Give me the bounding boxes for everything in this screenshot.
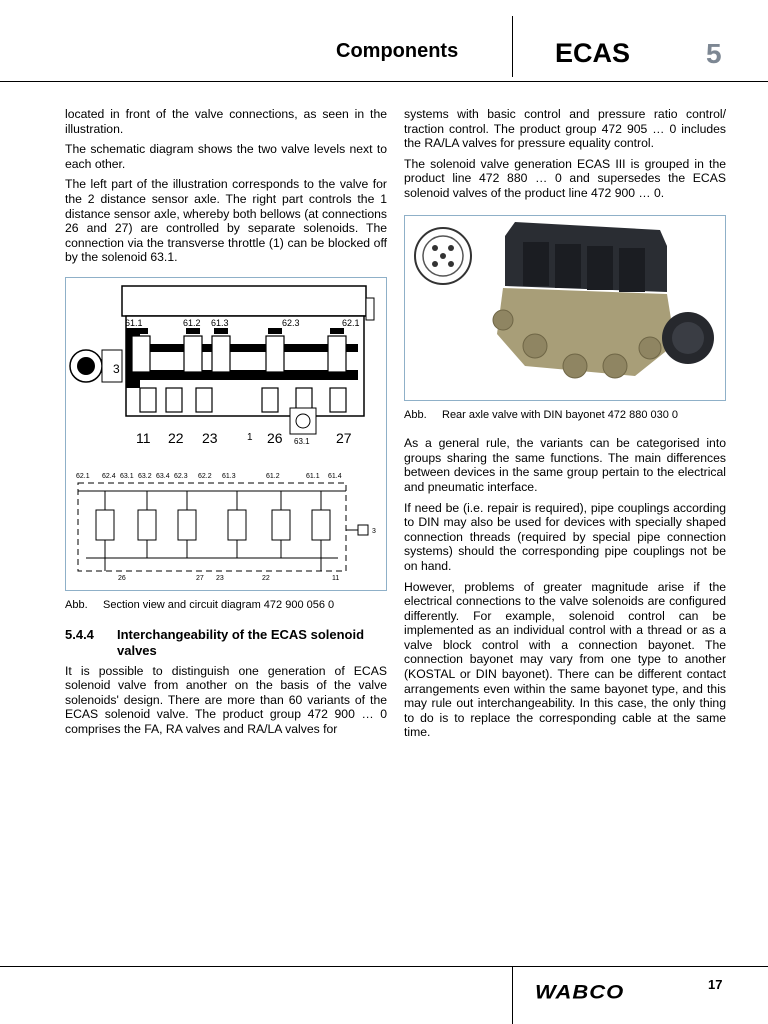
header-product-title: ECAS: [555, 38, 631, 68]
circuit-label: 61.1: [306, 472, 320, 480]
circuit-label: 61.3: [222, 472, 236, 480]
paragraph: The solenoid valve generation ECAS III is grouped in the product line 472 880 … 0 and supersedes the ECAS solenoid valves of the product line 472 900 … 0.: [404, 156, 726, 200]
caption-text: Section view and circuit diagram 472 900 056 0: [103, 598, 335, 611]
port-label: 1: [247, 431, 253, 443]
header-section-title: Components: [336, 40, 459, 62]
page-number: 17: [708, 977, 723, 992]
section-label: 61.3: [211, 317, 229, 328]
port-label: 22: [168, 429, 184, 446]
paragraph: located in front of the valve connections, as seen in the illustration.: [65, 107, 387, 136]
section-label: 61.2: [183, 317, 201, 328]
circuit-side-label: 3: [372, 527, 376, 535]
paragraph: The left part of the illustration corresponds to the valve for the 2 distance sensor axle. The right part controls the 1 distance sensor axle, whereby both bellows (at connections 26 and 27) are controlled by separate solenoids. The connection via the transverse throttle (1) can be blocked off by the solenoid 63.1.: [65, 177, 387, 265]
valve-photo: [405, 216, 725, 400]
section-title: Interchangeability of the ECAS solenoid valves: [117, 626, 365, 658]
circuit-label: 63.2: [138, 472, 152, 480]
section-label: 62.1: [342, 317, 360, 328]
caption-abbreviation: Abb.: [404, 408, 427, 421]
section-label: 61.1: [125, 317, 143, 328]
wabco-logo: [535, 978, 647, 1004]
figure-caption: [404, 408, 726, 423]
port-label: 11: [136, 429, 151, 446]
circuit-label: 61.2: [266, 472, 280, 480]
paragraph: However, problems of greater magnitude arise if the electrical connections to the valve solenoids are configured differently. For example, solenoid control can be implemented as an individual control with a thread or as a valve block control with a connection bayonet. The connection bayonet may vary from one type to another (KOSTAL or DIN bayonet). There can be different contact arrangements even within the same bayonet type, and this may rule out interchangeability. In this case, the only thing to do is to replace the corresponding cable at the same time.: [404, 579, 726, 740]
paragraph: As a general rule, the variants can be categorised into groups sharing the same functions. The main differences between devices in the same group pertain to the electrical and pneumatic interface.: [404, 436, 726, 494]
paragraph: systems with basic control and pressure ratio control/ traction control. The product group 472 905 … 0 includes the RA/LA valves for pressure equality control.: [404, 107, 726, 151]
header-chapter-number: 5: [706, 38, 722, 69]
footer-rule: [0, 966, 768, 967]
circuit-label: 62.3: [174, 472, 188, 480]
valve-diagram: [66, 278, 386, 590]
section-view-figure: [65, 277, 387, 591]
port-label: 63.1: [294, 436, 310, 446]
port-label: 27: [336, 429, 352, 446]
caption-text: Rear axle valve with DIN bayonet 472 880 030 0: [442, 408, 679, 421]
circuit-label: 62.1: [76, 472, 90, 480]
circuit-label: 63.4: [156, 472, 170, 480]
valve-photo-figure: [404, 215, 726, 401]
port-label: 23: [202, 429, 218, 446]
circuit-port-label: 22: [262, 574, 270, 582]
logo-text: WABCO: [535, 981, 625, 1004]
port-label: 26: [267, 429, 283, 446]
circuit-port-label: 11: [332, 574, 340, 582]
header-rule: [0, 81, 768, 82]
circuit-label: 62.4: [102, 472, 116, 480]
paragraph: The schematic diagram shows the two valve levels next to each other.: [65, 142, 387, 171]
left-column: [65, 107, 387, 743]
figure-caption: [65, 598, 387, 613]
circuit-label: 63.1: [120, 472, 134, 480]
section-number: 5.4.4: [65, 626, 94, 642]
header-divider: [512, 16, 513, 77]
side-port-label: 3: [113, 361, 120, 376]
right-column: [404, 107, 726, 746]
circuit-port-label: 27: [196, 574, 204, 582]
caption-abbreviation: Abb.: [65, 598, 88, 611]
circuit-label: 62.2: [198, 472, 212, 480]
paragraph: It is possible to distinguish one generation of ECAS solenoid valve from another on the basis of the valve solenoids' design. There are more than 60 variants of the ECAS solenoid valve. The product group 472 900 … 0 comprises the FA, RA valves and RA/LA valves for: [65, 663, 387, 736]
footer-divider: [512, 966, 513, 1024]
circuit-label: 61.4: [328, 472, 342, 480]
section-heading: [65, 627, 387, 659]
paragraph: If need be (i.e. repair is required), pipe couplings according to DIN may also be used for devices with specially shaped connection threads (required by special pipe connection systems) should the corresponding pipe couplings not be on hand.: [404, 500, 726, 573]
section-label: 62.3: [282, 317, 300, 328]
circuit-port-label: 26: [118, 574, 126, 582]
circuit-port-label: 23: [216, 574, 224, 582]
